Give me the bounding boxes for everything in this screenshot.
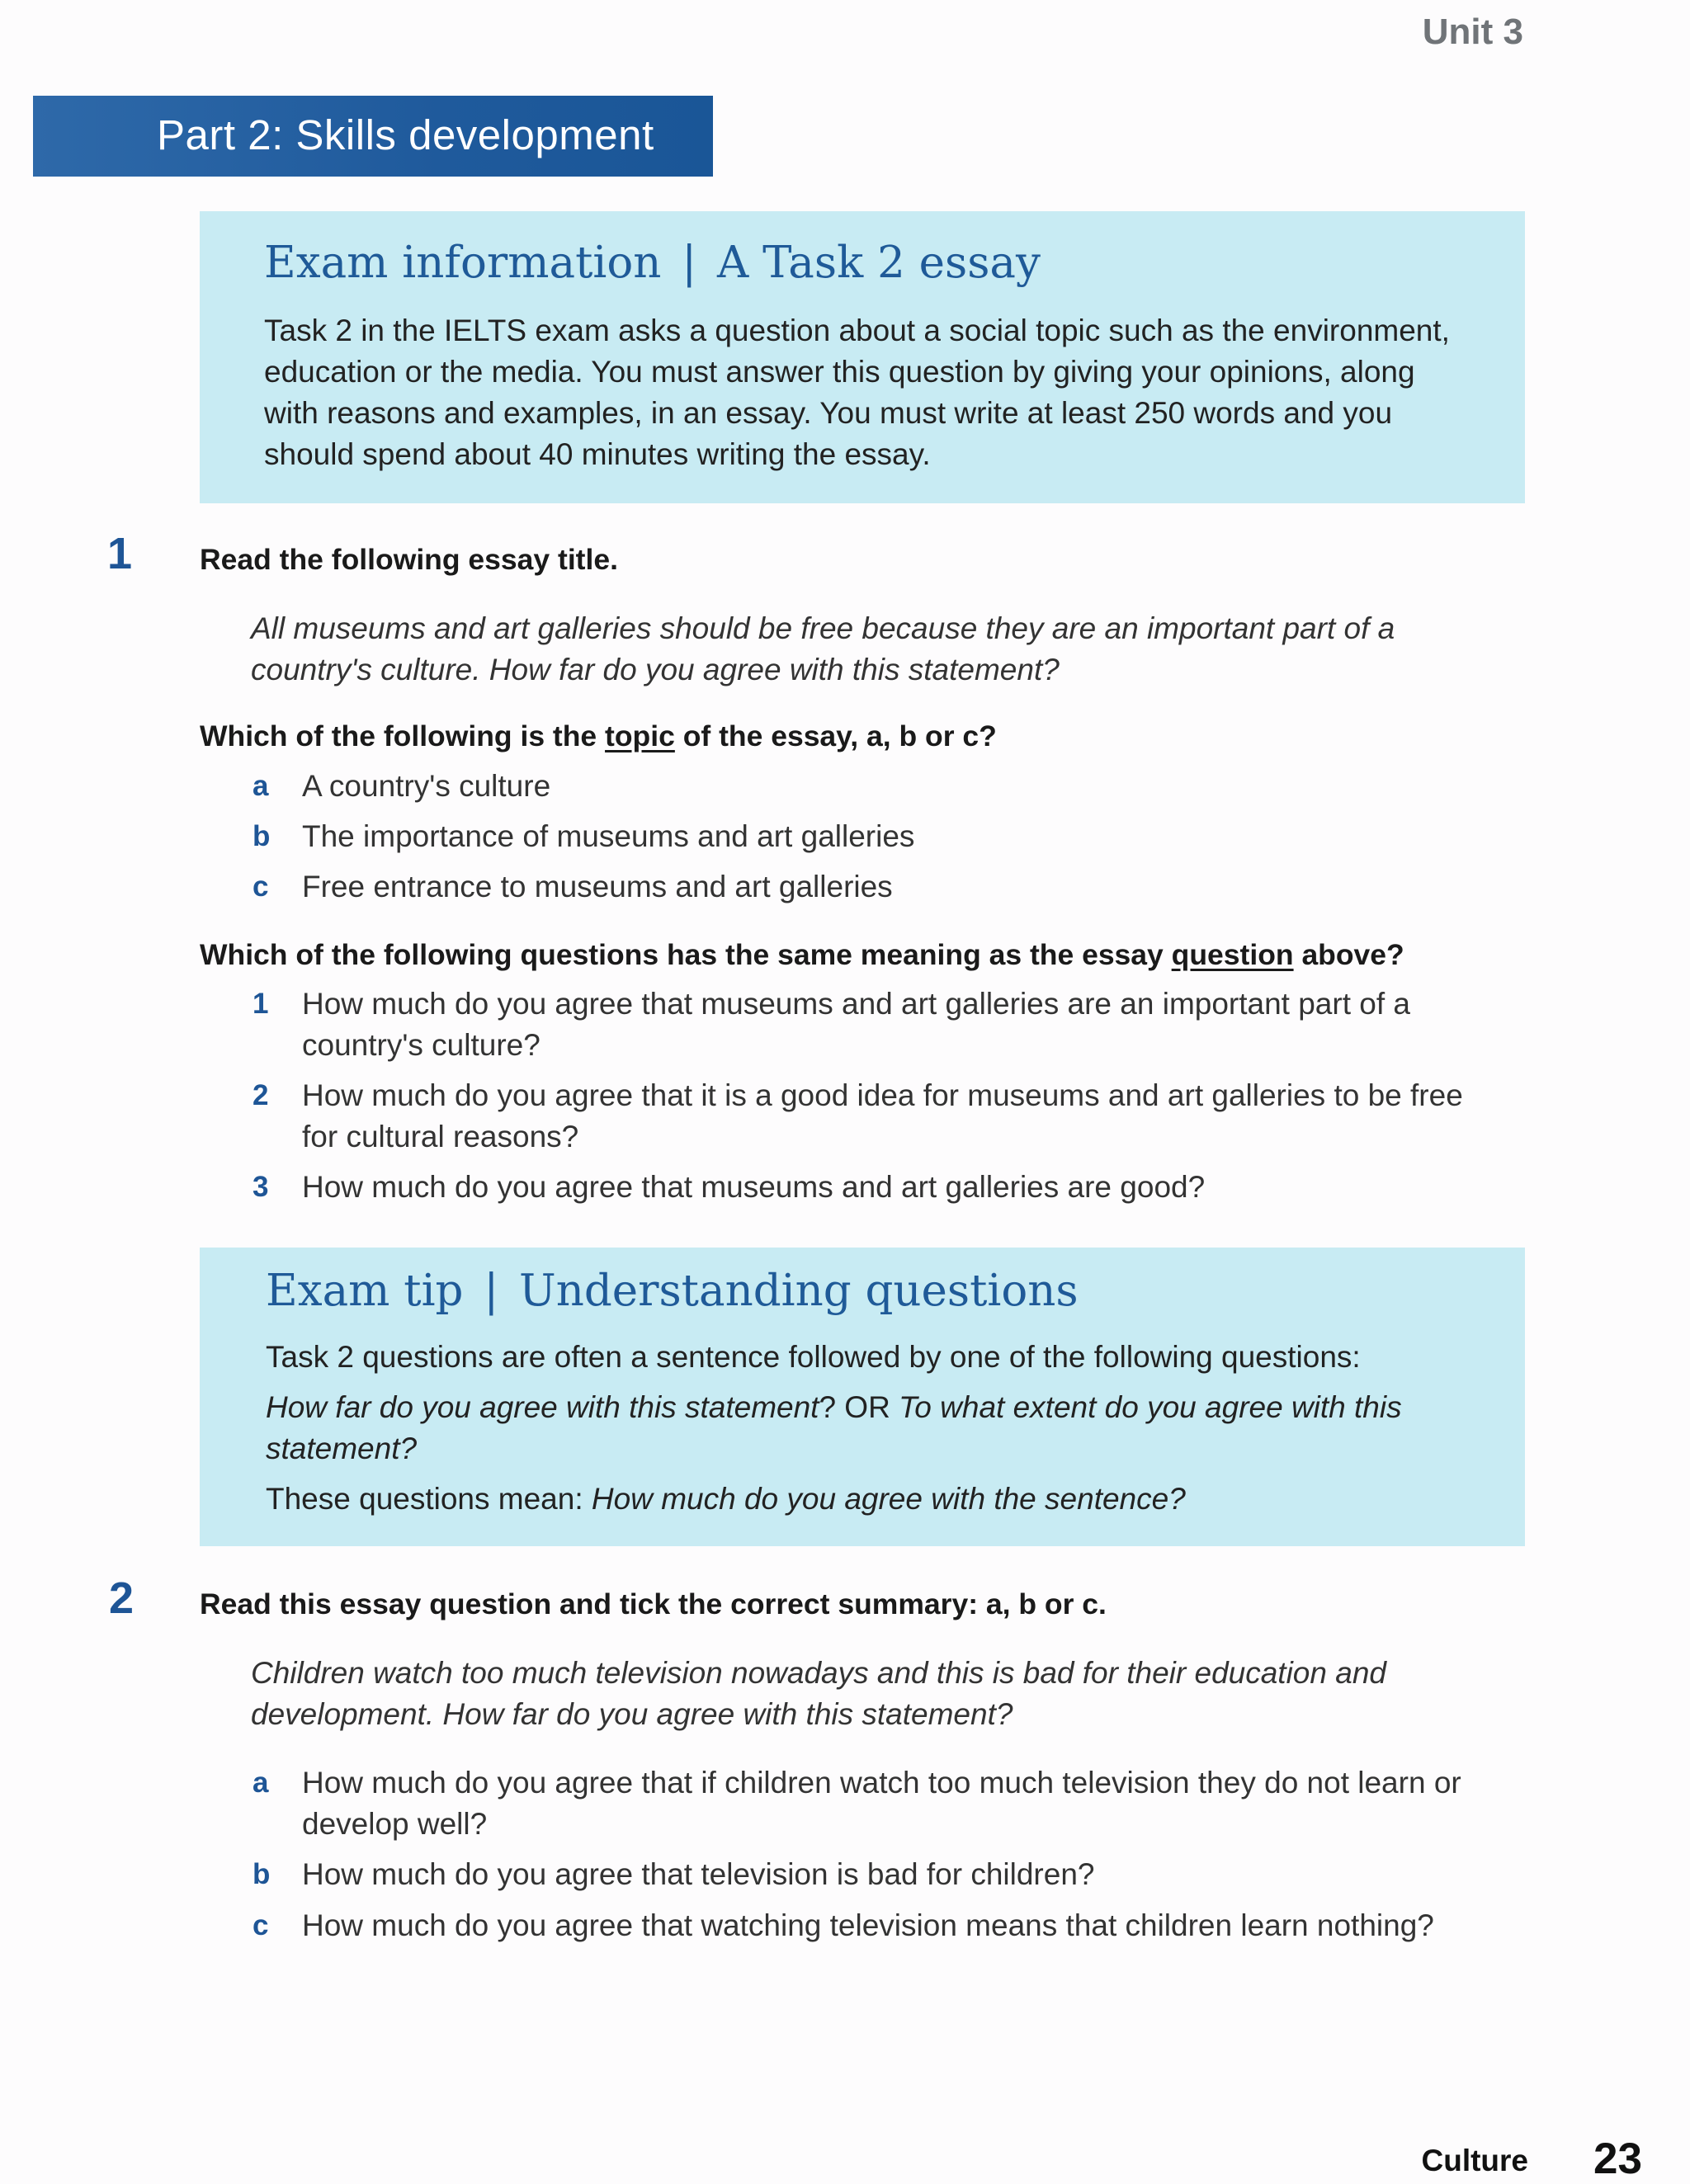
summary-option-b[interactable]: b How much do you agree that television is bad for children? <box>253 1857 1095 1891</box>
summary-option-c[interactable]: c How much do you agree that watching television means that children learn nothing? <box>253 1908 1434 1942</box>
option-c[interactable]: c Free entrance to museums and art galleries <box>253 870 893 903</box>
meaning-options <box>0 984 1690 1215</box>
exam-tip-title: Exam tip | Understanding questions <box>266 1266 1079 1316</box>
exam-information-body: Task 2 in the IELTS exam asks a question about a social topic such as the environment, education or the media. You must answer this question by giving your opinions, along with reasons and examples, in an essay. You must write at least 250 words and you should spend about 40 minutes writing the essay. <box>264 314 1450 471</box>
numbered-option-2[interactable]: 2 How much do you agree that it is a good idea for museums and art galleries to be free for cultural reasons? <box>253 1078 1463 1153</box>
topic-options <box>0 766 1690 914</box>
question-number-2: 2 <box>109 1573 135 1623</box>
exam-tip-box <box>200 1248 1525 1546</box>
essay-title-1: All museums and art galleries should be free because they are an important part of a country's culture. How far do you agree with this statement? <box>251 611 1395 686</box>
numbered-option-3[interactable]: 3 How much do you agree that museums and art galleries are good? <box>253 1170 1206 1204</box>
essay-question-2: Children watch too much television nowadays and this is bad for their education and development. How far do you agree with this statement? <box>251 1656 1386 1731</box>
unit-label: Unit 3 <box>1422 12 1523 52</box>
part-banner-title: Part 2: Skills development <box>157 111 654 158</box>
exam-information-title: Exam information | A Task 2 essay <box>264 238 1041 288</box>
part-banner <box>33 96 713 177</box>
option-b[interactable]: b The importance of museums and art galleries <box>253 819 915 853</box>
numbered-option-1[interactable]: 1 How much do you agree that museums and art galleries are an important part of a country's culture? <box>253 987 1410 1062</box>
summary-options <box>0 1762 1690 1952</box>
footer-section-label: Culture <box>1421 2144 1528 2177</box>
question-1-instruction: Read the following essay title. <box>200 543 618 576</box>
question-number-1: 1 <box>107 529 133 578</box>
exam-information-box <box>200 211 1525 503</box>
question-1-meaning-prompt: Which of the following questions has the same meaning as the essay question above? <box>200 938 1404 971</box>
question-1-topic-prompt: Which of the following is the topic of the essay, a, b or c? <box>200 719 997 752</box>
page-number: 23 <box>1593 2134 1642 2183</box>
summary-option-a[interactable]: a How much do you agree that if children watch too much television they do not learn or develop well? <box>253 1766 1461 1841</box>
question-2-instruction: Read this essay question and tick the correct summary: a, b or c. <box>200 1587 1107 1620</box>
exam-tip-body: Task 2 questions are often a sentence followed by one of the following questions: How far do you agree with this statement? OR To what extent do you agree with this statement? These questions mean: How much do you agree with the sentence? <box>266 1340 1402 1516</box>
option-a[interactable]: a A country's culture <box>253 769 551 803</box>
